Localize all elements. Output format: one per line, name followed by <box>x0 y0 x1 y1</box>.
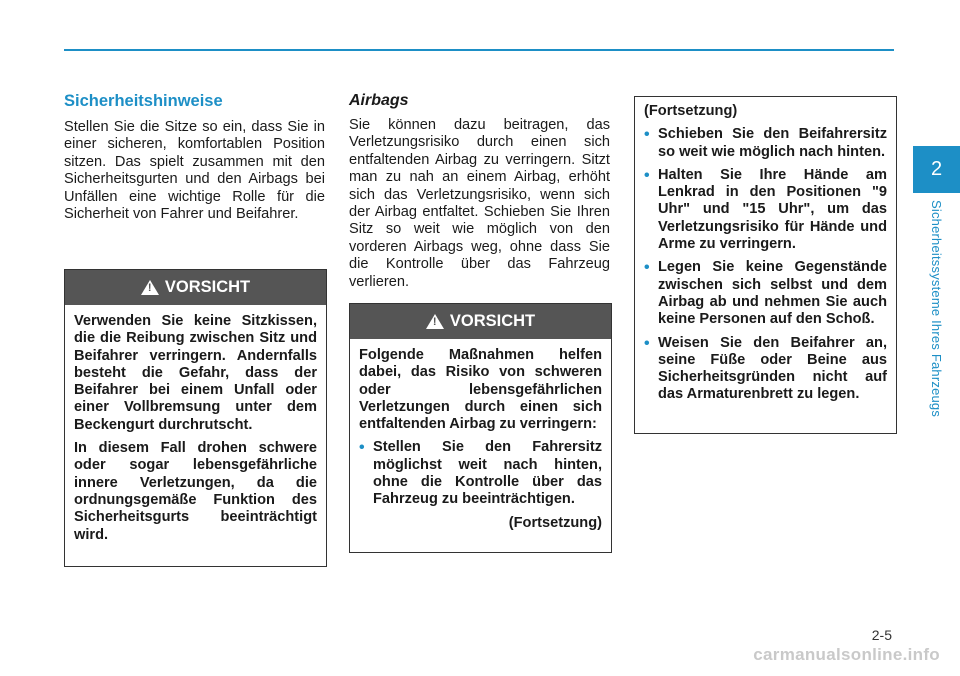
caution-box-seat-cushions <box>64 269 327 567</box>
chapter-number: 2 <box>930 158 943 180</box>
warning-triangle-icon <box>426 314 444 329</box>
caution-text-2: In diesem Fall drohen schwere oder sogar lebensgefährliche innere Verletzungen, da die ordnungsgemäße Funktion des Sicherheitsgurts beeinträchtigt wird. <box>74 440 317 543</box>
caution-bullet: • Stellen Sie den Fahrersitz möglichst weit nach hinten, ohne die Kontrolle über das Fahrzeug zu beeinträchtigen. <box>359 439 602 508</box>
caution-bullet: • Halten Sie Ihre Hände am Lenkrad in den Positionen "9 Uhr" und "15 Uhr", um das Verletzungsrisiko für Hände und Arme zu verringern. <box>644 167 887 253</box>
chapter-title: Sicherheitssysteme Ihres Fahrzeugs <box>929 200 944 418</box>
caution-intro: Folgende Maßnahmen helfen dabei, das Risiko von schweren oder lebensgefährlichen Verletzungen durch einen sich entfaltenden Airbag zu verringern: <box>359 347 602 433</box>
section-heading-safety: Sicherheitshinweise <box>64 92 223 110</box>
caution-label: VORSICHT <box>449 312 536 330</box>
caution-text-1: Verwenden Sie keine Sitzkissen, die die Reibung zwischen Sitz und Beifahrer verringern. Andernfalls besteht die Gefahr, dass der Beifahrer bei einem Unfall oder einer Vollbremsung unter dem Beckengurt durchrutscht. <box>74 313 317 433</box>
airbags-paragraph: Sie können dazu beitragen, das Verletzungsrisiko durch einen sich entfaltenden Airbag zu verringern. Sitzt man zu nah an einem Airbag, erhöht sich das Verletzungsrisiko, wenn sich der Airbag entfaltet. Schieben Sie Ihren Sitz so weit wie möglich von den vorderen Airbags weg, ohne dass Sie die Kontrolle über das Fahrzeug verlieren. <box>349 117 610 290</box>
chapter-tab <box>913 146 960 193</box>
page-number: 2-5 <box>871 627 892 643</box>
caution-box-airbags <box>349 303 612 553</box>
top-rule <box>64 49 894 51</box>
caution-body <box>635 97 896 418</box>
warning-triangle-icon <box>141 280 159 295</box>
caution-header <box>65 270 326 305</box>
caution-box-continued <box>634 96 897 434</box>
caution-header <box>350 304 611 339</box>
caution-bullet: • Legen Sie keine Gegenstände zwischen sich selbst und dem Airbag ab und nehmen Sie auch keine Personen auf den Schoß. <box>644 259 887 328</box>
continued-label: (Fortsetzung) <box>644 103 738 119</box>
continued-label: (Fortsetzung) <box>508 514 602 531</box>
watermark: carmanualsonline.info <box>753 645 940 664</box>
caution-label: VORSICHT <box>164 278 251 296</box>
section-heading-airbags: Airbags <box>349 92 409 109</box>
caution-bullet: • Weisen Sie den Beifahrer an, seine Füße oder Beine aus Sicherheitsgründen nicht auf das Armaturenbrett zu legen. <box>644 335 887 404</box>
caution-bullet: • Schieben Sie den Beifahrersitz so weit wie möglich nach hinten. <box>644 126 887 161</box>
safety-paragraph: Stellen Sie die Sitze so ein, dass Sie in einer sicheren, komfortablen Position sitzen. Das spielt zusammen mit den Sicherheitsgurten und den Airbags bei Unfällen eine wichtige Rolle für die Sicherheit von Fahrer und Beifahrer. <box>64 119 325 223</box>
caution-body <box>350 339 611 540</box>
caution-body <box>65 305 326 558</box>
